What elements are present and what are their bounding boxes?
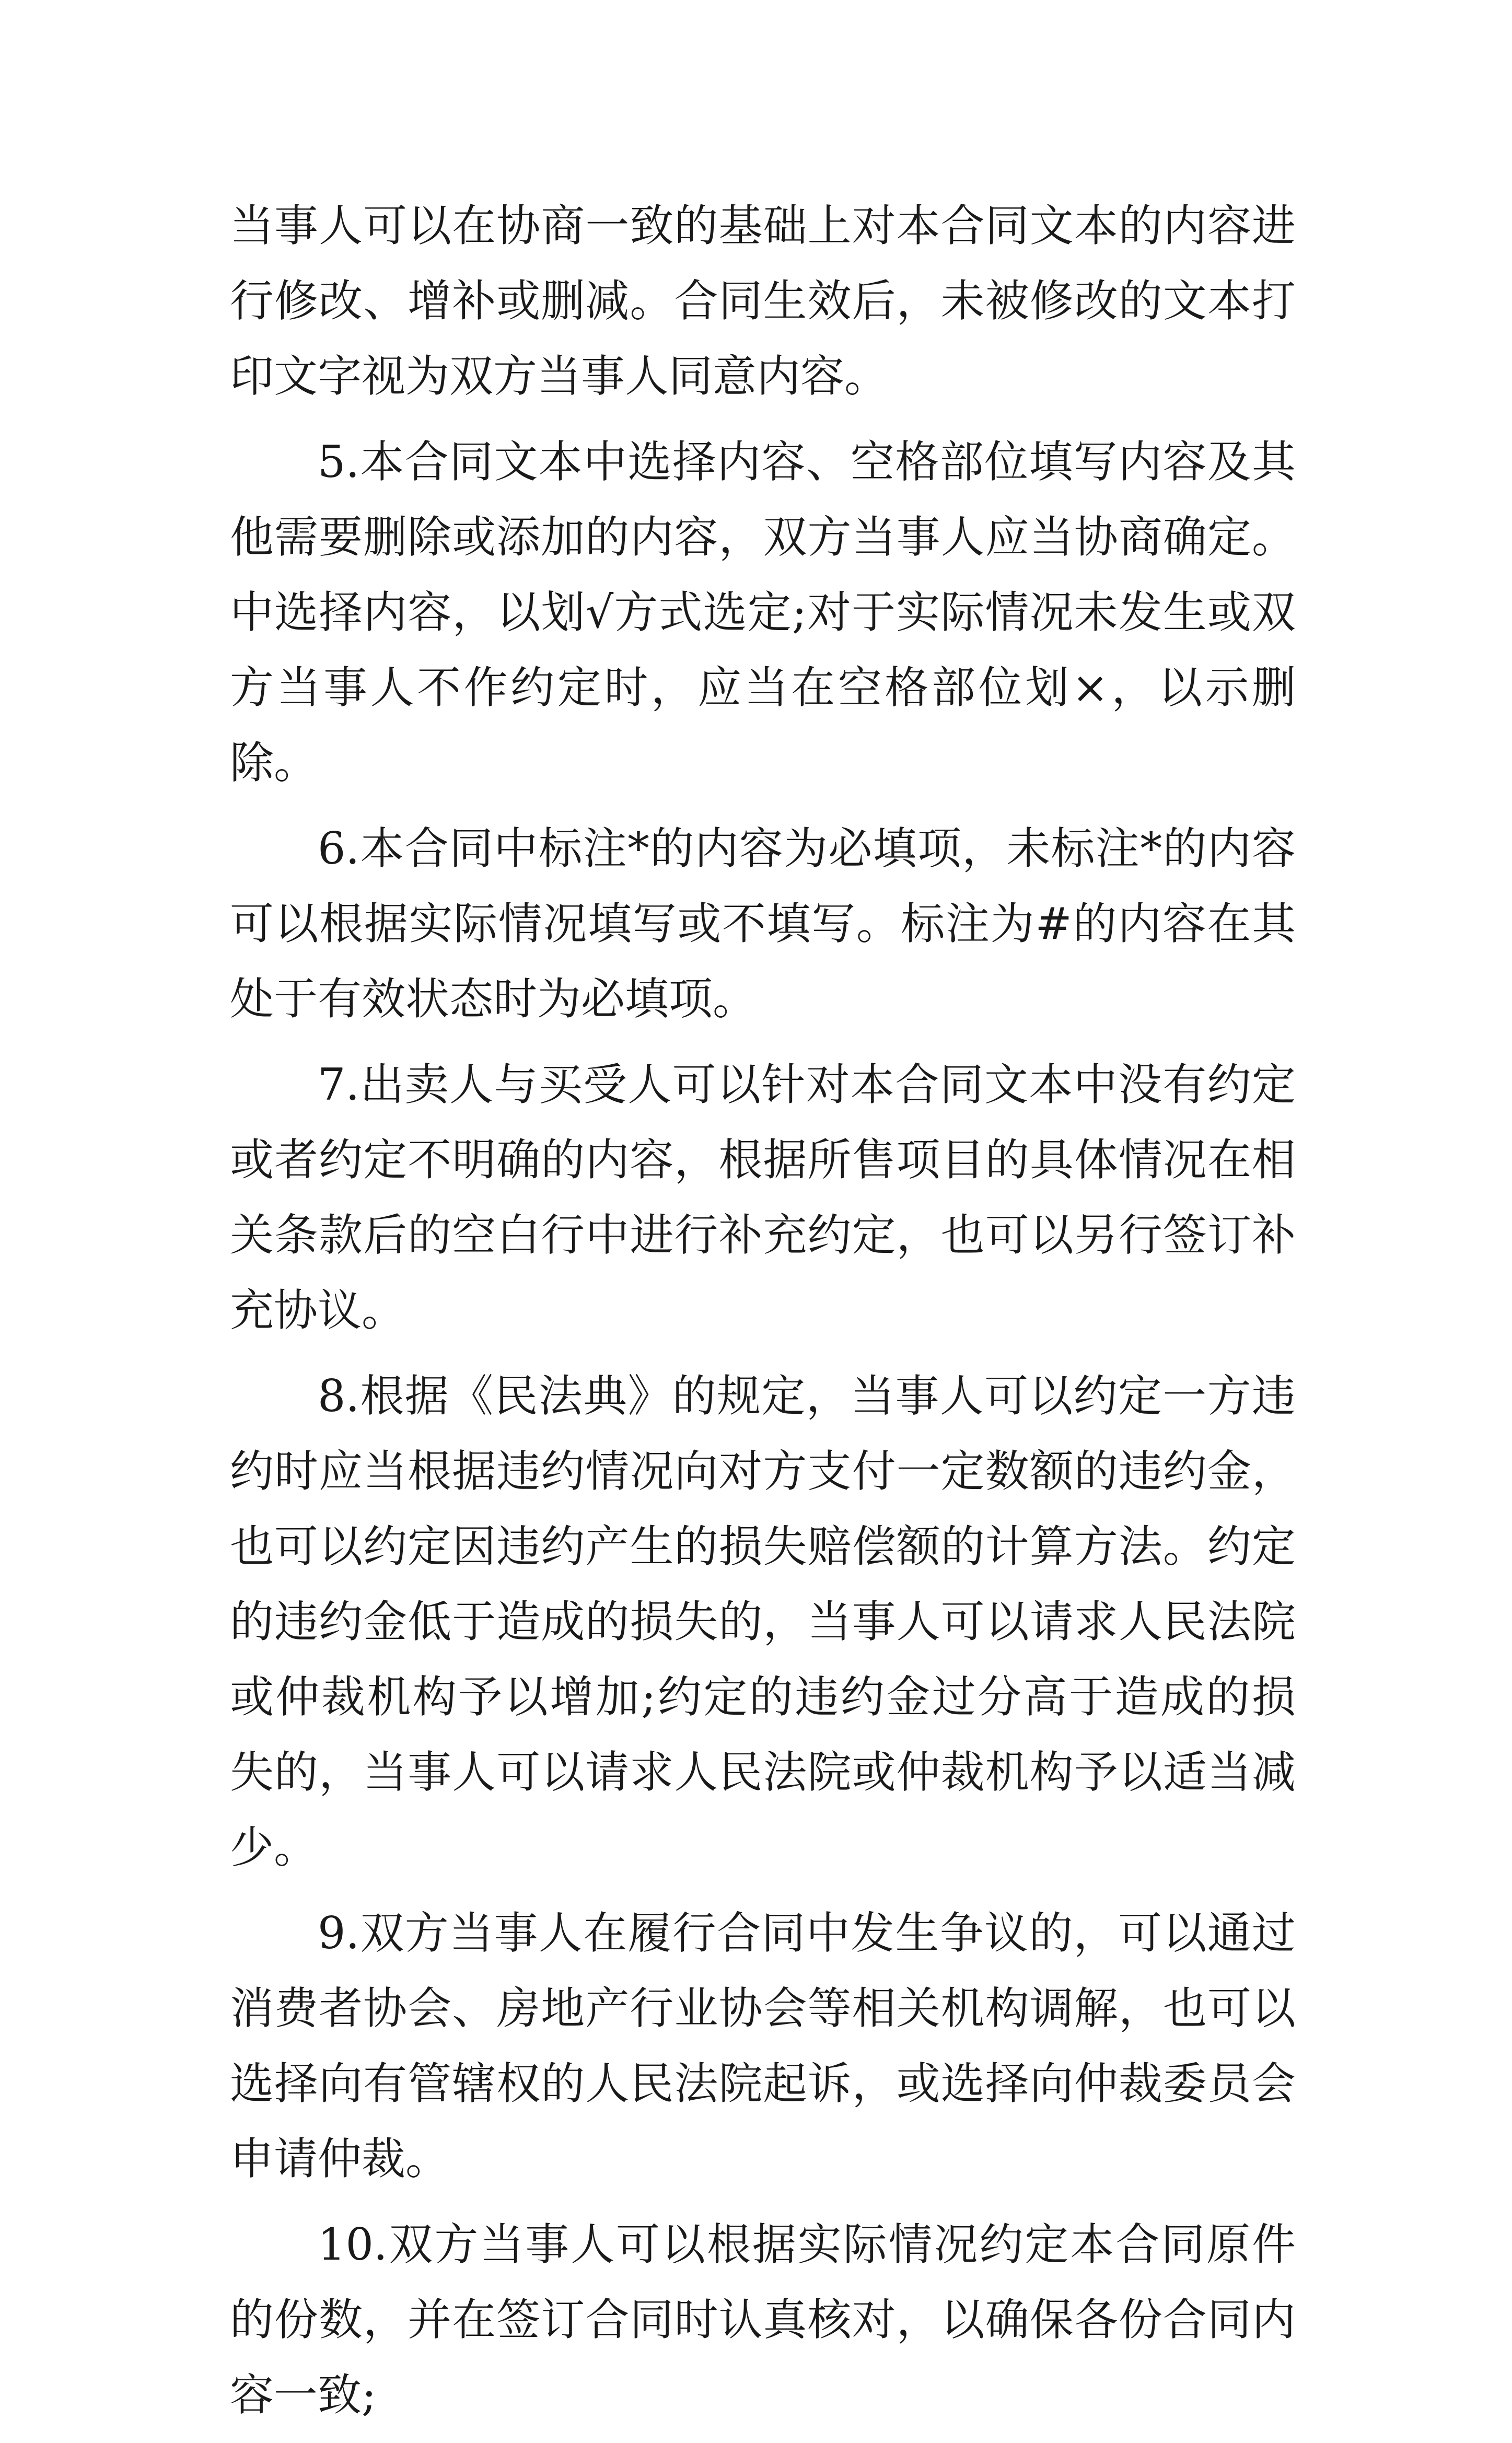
paragraph-item-5: 5.本合同文本中选择内容、空格部位填写内容及其他需要删除或添加的内容，双方当事人应当协商确定。中选择内容，以划√方式选定;对于实际情况未发生或双方当事人不作约定时，应当在空格部位划×，以示删除。 <box>230 436 1296 788</box>
paragraph-item-7: 7.出卖人与买受人可以针对本合同文本中没有约定或者约定不明确的内容，根据所售项目的具体情况在相关条款后的空白行中进行补充约定，也可以另行签订补充协议。 <box>230 1059 1296 1336</box>
paragraph-item-8: 8.根据《民法典》的规定，当事人可以约定一方违约时应当根据违约情况向对方支付一定数额的违约金，也可以约定因违约产生的损失赔偿额的计算方法。约定的违约金低于造成的损失的，当事人可以请求人民法院或仲裁机构予以增加;约定的违约金过分高于造成的损失的，当事人可以请求人民法院或仲裁机构予以适当减少。 <box>230 1370 1296 1873</box>
paragraph-continuation: 当事人可以在协商一致的基础上对本合同文本的内容进行修改、增补或删减。合同生效后，未被修改的文本打印文字视为双方当事人同意内容。 <box>230 200 1296 402</box>
paragraph-item-6: 6.本合同中标注*的内容为必填项，未标注*的内容可以根据实际情况填写或不填写。标注为#的内容在其处于有效状态时为必填项。 <box>230 823 1296 1025</box>
document-body <box>230 188 1296 2443</box>
paragraph-item-10: 10.双方当事人可以根据实际情况约定本合同原件的份数，并在签订合同时认真核对，以确保各份合同内容一致; <box>230 2219 1296 2421</box>
paragraph-item-9: 9.双方当事人在履行合同中发生争议的，可以通过消费者协会、房地产行业协会等相关机构调解，也可以选择向有管辖权的人民法院起诉，或选择向仲裁委员会申请仲裁。 <box>230 1907 1296 2184</box>
